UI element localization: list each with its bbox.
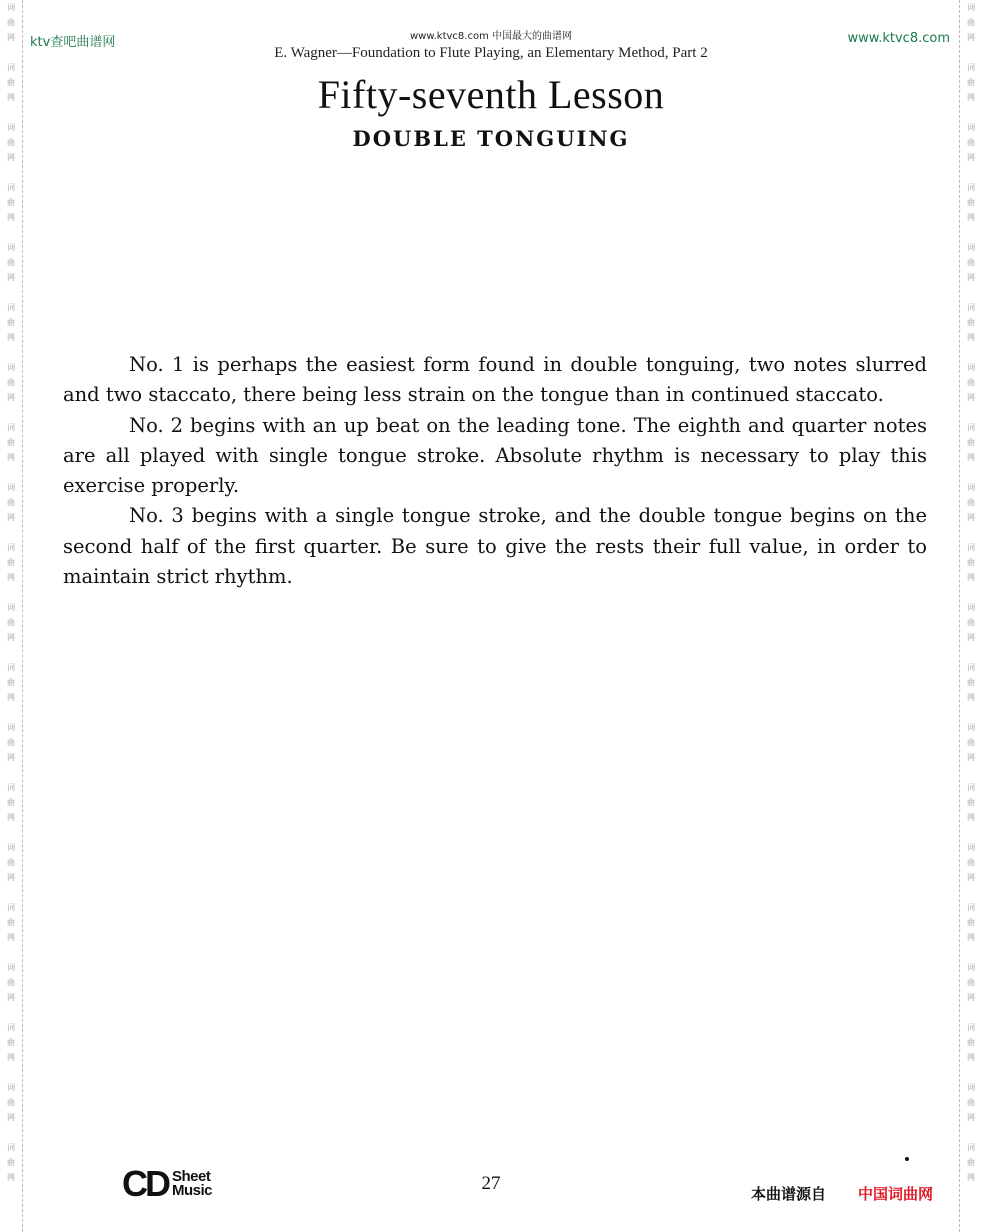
side-watermark-group (7, 1020, 15, 1065)
side-watermark-char: 曲 (7, 78, 15, 87)
side-watermark-char: 曲 (7, 678, 15, 687)
side-watermark-char: 词 (7, 183, 15, 192)
side-watermark-char: 词 (7, 603, 15, 612)
side-watermark-char: 网 (967, 153, 975, 162)
side-watermark-group (967, 660, 975, 705)
side-watermark-char: 曲 (7, 318, 15, 327)
side-watermark-char: 曲 (967, 258, 975, 267)
side-watermark-char: 网 (7, 93, 15, 102)
side-watermark-char: 词 (7, 3, 15, 12)
side-watermark-char: 曲 (7, 498, 15, 507)
side-watermark-char: 曲 (967, 978, 975, 987)
side-watermark-char: 网 (967, 633, 975, 642)
side-watermark-char: 词 (967, 183, 975, 192)
paragraph-no-3: No. 3 begins with a single tongue stroke, and the double tongue begins on the second half of the first quarter. Be sure to give the rests their full value, in order to maintain strict rhythm. (63, 504, 927, 589)
side-watermark-group (967, 480, 975, 525)
side-watermark-group (7, 660, 15, 705)
side-watermark-char: 网 (967, 933, 975, 942)
side-watermark-char: 词 (7, 663, 15, 672)
side-watermark-char: 曲 (967, 498, 975, 507)
side-watermark-char: 词 (967, 723, 975, 732)
side-watermark-char: 曲 (967, 378, 975, 387)
side-watermark-char: 词 (7, 423, 15, 432)
side-watermark-char: 词 (967, 543, 975, 552)
side-watermark-char: 曲 (7, 978, 15, 987)
left-watermark-strip (0, 0, 23, 1232)
side-watermark-char: 曲 (967, 438, 975, 447)
side-watermark-char: 曲 (7, 438, 15, 447)
side-watermark-char: 曲 (7, 918, 15, 927)
cd-logo-line1: Sheet (172, 1168, 211, 1185)
side-watermark-char: 网 (967, 1053, 975, 1062)
side-watermark-char: 词 (967, 243, 975, 252)
side-watermark-group (7, 540, 15, 585)
top-left-watermark: ktv查吧曲谱网 (30, 35, 116, 50)
side-watermark-char: 词 (7, 63, 15, 72)
right-watermark-strip (959, 0, 982, 1232)
side-watermark-char: 网 (7, 1053, 15, 1062)
side-watermark-group (7, 1080, 15, 1125)
side-watermark-char: 网 (7, 273, 15, 282)
side-watermark-char: 曲 (967, 678, 975, 687)
side-watermark-char: 词 (967, 663, 975, 672)
top-right-watermark: www.ktvc8.com (847, 31, 950, 46)
side-watermark-char: 曲 (7, 858, 15, 867)
side-watermark-char: 网 (967, 693, 975, 702)
side-watermark-char: 网 (967, 813, 975, 822)
side-watermark-char: 网 (7, 693, 15, 702)
side-watermark-char: 曲 (967, 738, 975, 747)
side-watermark-group (7, 720, 15, 765)
side-watermark-char: 词 (967, 363, 975, 372)
side-watermark-char: 词 (967, 1083, 975, 1092)
side-watermark-group (7, 240, 15, 285)
stray-dot (905, 1157, 909, 1161)
side-watermark-char: 曲 (967, 1098, 975, 1107)
side-watermark-char: 网 (967, 333, 975, 342)
side-watermark-char: 网 (7, 153, 15, 162)
side-watermark-char: 网 (967, 993, 975, 1002)
side-watermark-char: 网 (967, 513, 975, 522)
side-watermark-group (967, 600, 975, 645)
side-watermark-char: 曲 (7, 738, 15, 747)
side-watermark-group (967, 1080, 975, 1125)
side-watermark-char: 网 (967, 213, 975, 222)
side-watermark-group (7, 960, 15, 1005)
side-watermark-char: 曲 (7, 1038, 15, 1047)
side-watermark-group (7, 840, 15, 885)
side-watermark-char: 网 (967, 273, 975, 282)
side-watermark-char: 词 (7, 363, 15, 372)
lesson-subtitle: DOUBLE TONGUING (352, 126, 630, 151)
side-watermark-char: 词 (967, 303, 975, 312)
side-watermark-char: 词 (7, 303, 15, 312)
side-watermark-group (7, 900, 15, 945)
side-watermark-group (7, 780, 15, 825)
side-watermark-char: 网 (7, 753, 15, 762)
side-watermark-char: 网 (7, 33, 15, 42)
side-watermark-char: 网 (967, 1113, 975, 1122)
side-watermark-group (967, 360, 975, 405)
side-watermark-char: 网 (967, 393, 975, 402)
source-note: 本曲谱源自 (751, 1185, 827, 1203)
side-watermark-char: 曲 (967, 618, 975, 627)
cd-logo-line2: Music (172, 1182, 213, 1199)
side-watermark-char: 曲 (7, 1098, 15, 1107)
side-watermark-char: 词 (7, 843, 15, 852)
side-watermark-char: 词 (967, 1143, 975, 1152)
side-watermark-char: 曲 (967, 18, 975, 27)
side-watermark-group (967, 540, 975, 585)
side-watermark-char: 网 (7, 393, 15, 402)
side-watermark-char: 曲 (7, 558, 15, 567)
side-watermark-group (967, 1020, 975, 1065)
side-watermark-char: 词 (967, 603, 975, 612)
side-watermark-char: 词 (967, 783, 975, 792)
side-watermark-char: 曲 (967, 1038, 975, 1047)
side-watermark-group (7, 480, 15, 525)
side-watermark-group (967, 180, 975, 225)
side-watermark-char: 曲 (967, 918, 975, 927)
side-watermark-char: 词 (7, 1083, 15, 1092)
cd-logo-mark: CD (122, 1163, 168, 1204)
side-watermark-char: 网 (7, 1173, 15, 1182)
side-watermark-group (7, 600, 15, 645)
side-watermark-char: 曲 (7, 138, 15, 147)
side-watermark-group (967, 780, 975, 825)
side-watermark-char: 网 (967, 453, 975, 462)
side-watermark-char: 词 (967, 3, 975, 12)
side-watermark-char: 网 (7, 333, 15, 342)
side-watermark-group (7, 360, 15, 405)
side-watermark-char: 曲 (967, 138, 975, 147)
side-watermark-char: 网 (7, 513, 15, 522)
side-watermark-group (7, 420, 15, 465)
side-watermark-char: 网 (7, 813, 15, 822)
side-watermark-char: 曲 (7, 18, 15, 27)
side-watermark-char: 网 (7, 633, 15, 642)
side-watermark-group (967, 420, 975, 465)
side-watermark-char: 网 (967, 753, 975, 762)
side-watermark-group (967, 900, 975, 945)
side-watermark-char: 词 (7, 1023, 15, 1032)
lesson-body (63, 350, 927, 592)
side-watermark-char: 曲 (967, 858, 975, 867)
side-watermark-char: 词 (967, 423, 975, 432)
side-watermark-char: 词 (7, 243, 15, 252)
side-watermark-char: 网 (7, 1113, 15, 1122)
running-head: E. Wagner—Foundation to Flute Playing, an Elementary Method, Part 2 (274, 45, 708, 61)
side-watermark-group (967, 240, 975, 285)
side-watermark-char: 词 (7, 123, 15, 132)
side-watermark-char: 曲 (967, 558, 975, 567)
lesson-title: Fifty-seventh Lesson (317, 72, 665, 117)
side-watermark-char: 曲 (967, 1158, 975, 1167)
side-watermark-char: 网 (7, 873, 15, 882)
side-watermark-char: 曲 (967, 198, 975, 207)
side-watermark-char: 网 (7, 453, 15, 462)
side-watermark-char: 词 (967, 483, 975, 492)
side-watermark-group (7, 180, 15, 225)
side-watermark-char: 词 (967, 903, 975, 912)
side-watermark-char: 词 (7, 483, 15, 492)
side-watermark-char: 曲 (7, 1158, 15, 1167)
side-watermark-char: 词 (967, 1023, 975, 1032)
paragraph-no-2: No. 2 begins with an up beat on the leading tone. The eighth and quarter notes are all played with single tongue stroke. Absolute rhythm is necessary to play this exercise properly. (63, 413, 927, 498)
side-watermark-char: 曲 (7, 198, 15, 207)
side-watermark-char: 曲 (967, 78, 975, 87)
side-watermark-group (967, 840, 975, 885)
side-watermark-char: 词 (967, 963, 975, 972)
page-number: 27 (481, 1173, 501, 1194)
side-watermark-char: 网 (7, 573, 15, 582)
paragraph-no-1: No. 1 is perhaps the easiest form found in double tonguing, two notes slurred and two staccato, there being less strain on the tongue than in continued staccato. (63, 353, 927, 407)
side-watermark-char: 网 (967, 93, 975, 102)
side-watermark-char: 网 (967, 873, 975, 882)
side-watermark-char: 网 (7, 993, 15, 1002)
side-watermark-char: 曲 (7, 798, 15, 807)
side-watermark-char: 词 (967, 843, 975, 852)
side-watermark-group (967, 960, 975, 1005)
side-watermark-char: 词 (7, 963, 15, 972)
side-watermark-char: 曲 (7, 378, 15, 387)
side-watermark-group (967, 720, 975, 765)
side-watermark-group (967, 300, 975, 345)
side-watermark-char: 网 (967, 573, 975, 582)
side-watermark-char: 曲 (967, 798, 975, 807)
side-watermark-char: 曲 (7, 258, 15, 267)
side-watermark-char: 词 (7, 783, 15, 792)
side-watermark-char: 词 (7, 903, 15, 912)
side-watermark-char: 网 (7, 933, 15, 942)
side-watermark-char: 网 (7, 213, 15, 222)
side-watermark-char: 曲 (967, 318, 975, 327)
side-watermark-char: 词 (7, 1143, 15, 1152)
side-watermark-char: 曲 (7, 618, 15, 627)
side-watermark-char: 网 (967, 1173, 975, 1182)
side-watermark-char: 网 (967, 33, 975, 42)
side-watermark-char: 词 (967, 123, 975, 132)
side-watermark-char: 词 (7, 723, 15, 732)
source-brand: 中国词曲网 (858, 1185, 934, 1203)
side-watermark-char: 词 (7, 543, 15, 552)
top-center-watermark: www.ktvc8.com 中国最大的曲谱网 (409, 31, 572, 42)
side-watermark-char: 词 (967, 63, 975, 72)
side-watermark-group (7, 300, 15, 345)
